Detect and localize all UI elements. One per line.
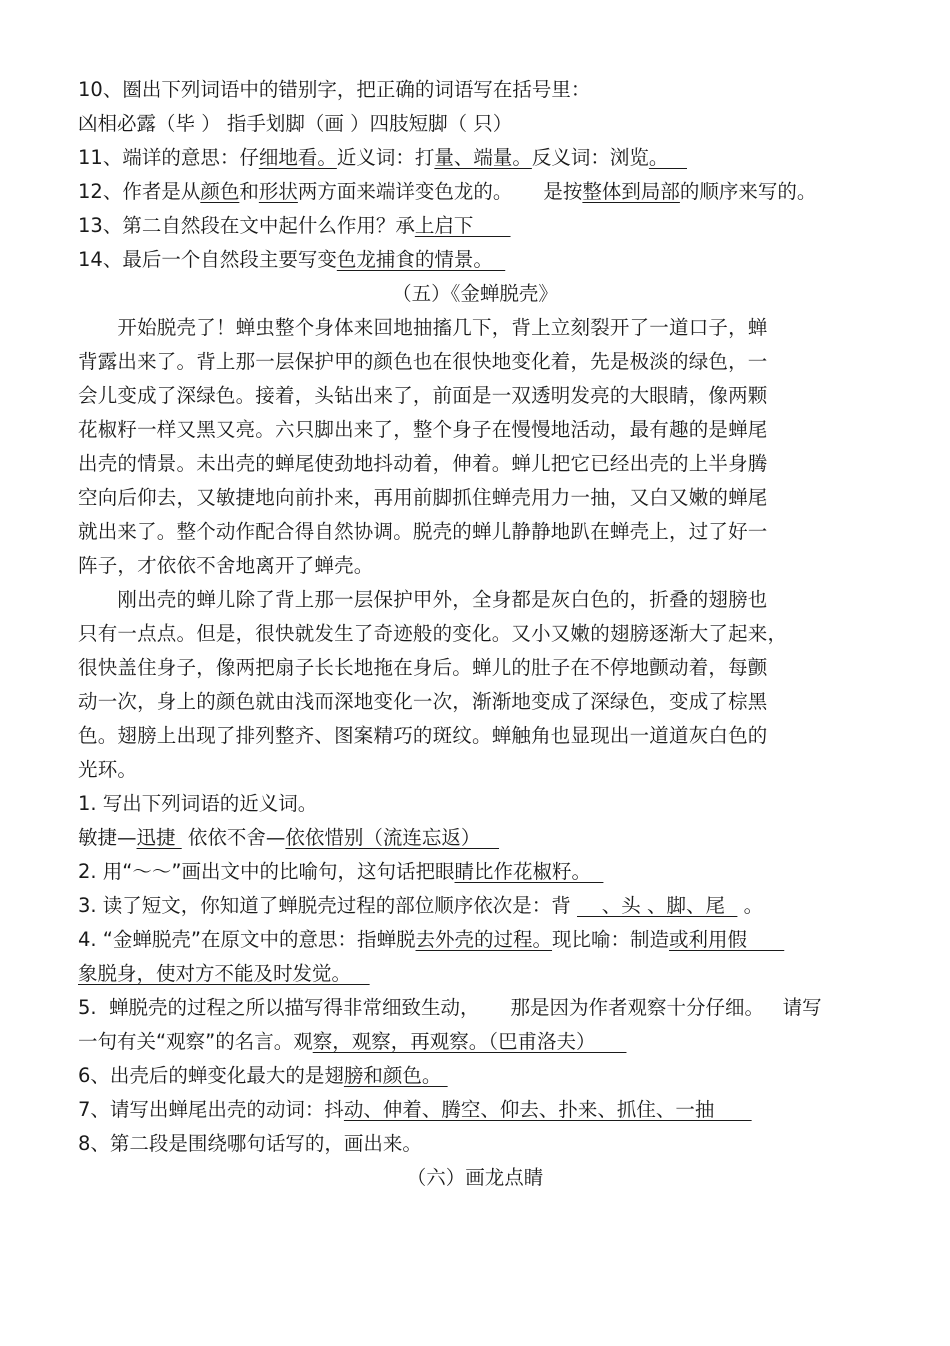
question-2: 2. 用“～～”画出文中的比喻句，这句话把眼睛比作花椒籽。 [78,860,604,883]
paragraph-2-line: 色。翅膀上出现了排列整齐、图案精巧的斑纹。蝉触角也显现出一道道灰白色的 [78,724,768,747]
paragraph-1-line: 花椒籽一样又黑又亮。六只脚出来了，整个身子在慢慢地活动，最有趣的是蝉尾 [78,418,768,441]
paragraph-1-line: 会儿变成了深绿色。接着，头钻出来了，前面是一双透明发亮的大眼睛，像两颗 [78,384,768,407]
paragraph-2-line: 光环。 [78,758,138,781]
answer-underline: 去外壳的过程。 [415,928,553,951]
question-10-words: 凶相必露（毕 ） 指手划脚（画 ）四肢短脚（ 只） [78,112,513,135]
paragraph-1-line: 出壳的情景。未出壳的蝉尾使劲地抖动着，伸着。蝉儿把它已经出壳的上半身腾 [78,452,768,475]
question-1: 1. 写出下列词语的近义词。 [78,792,318,815]
paragraph-2-line: 很快盖住身子，像两把扇子长长地拖在身后。蝉儿的肚子在不停地颤动着，每颤 [78,656,768,679]
answer-underline: 象脱身，使对方不能及时发觉。 [78,962,370,985]
paragraph-2-line: 动一次，身上的颜色就由浅而深地变化一次，渐渐地变成了深绿色，变成了棕黑 [78,690,768,713]
question-5-continued: 一句有关“观察”的名言。观察，观察，再观察。（巴甫洛夫） [78,1030,627,1053]
answer-underline: 颜色 [200,180,240,203]
paragraph-2-line: 刚出壳的蝉儿除了背上那一层保护甲外，全身都是灰白色的，折叠的翅膀也 [78,588,768,611]
question-1-answer: 敏捷—迅捷 依依不舍—依依惜别（流连忘返） [78,826,500,849]
paragraph-1-line: 阵子，才依依不舍地离开了蝉壳。 [78,554,374,577]
answer-underline: 形状 [258,180,298,203]
question-10: 10、圈出下列词语中的错别字，把正确的词语写在括号里： [78,78,591,101]
answer-underline: 察，观察，再观察。（巴甫洛夫） [312,1030,627,1053]
question-12: 12、作者是从颜色和形状两方面来端详变色龙的。 是按整体到局部的顺序来写的。 [78,180,817,203]
answer-underline: 、头 、脚、尾 [577,894,738,917]
paragraph-1-line: 开始脱壳了！蝉虫整个身体来回地抽搐几下，背上立刻裂开了一道口子，蝉 [78,316,768,339]
paragraph-1-line: 就出来了。整个动作配合得自然协调。脱壳的蝉儿静静地趴在蝉壳上，过了好一 [78,520,768,543]
answer-underline: 迅捷 [136,826,182,849]
answer-underline: 整体到局部 [582,180,680,203]
answer-underline: 上启下 [414,214,511,237]
answer-underline: 色龙捕食的情景。 [336,248,506,271]
question-5: 5. 蝉脱壳的过程之所以描写得非常细致生动， 那是因为作者观察十分仔细。 请写 [78,996,822,1019]
answer-underline: 。 [648,146,687,169]
question-14: 14、最后一个自然段主要写变色龙捕食的情景。 [78,248,506,271]
answer-underline: 睛比作花椒籽。 [454,860,604,883]
question-11: 11、端详的意思：仔细地看。近义词：打量、端量。反义词：浏览。 [78,146,687,169]
answer-underline: 或利用假 [669,928,785,951]
answer-underline: 细地看。 [258,146,337,169]
answer-underline: 动、伸着、腾空、仰去、扑来、抓住、一抽 [343,1098,752,1121]
answer-underline: 依依惜别（流连忘返） [285,826,500,849]
paragraph-1-line: 空向后仰去，又敏捷地向前扑来，再用前脚抓住蝉壳用力一抽，又白又嫩的蝉尾 [78,486,768,509]
answer-underline: 量、端量。 [434,146,532,169]
question-4-continued [78,957,370,991]
question-13: 13、第二自然段在文中起什么作用？承上启下 [78,214,511,237]
question-4: 4. “金蝉脱壳”在原文中的意思：指蝉脱去外壳的过程。现比喻：制造或利用假 [78,928,785,951]
answer-underline: 膀和颜色。 [343,1064,448,1087]
section-5-title: （五）《金蝉脱壳》 [392,282,558,305]
paragraph-1-line: 背露出来了。背上那一层保护甲的颜色也在很快地变化着，先是极淡的绿色，一 [78,350,768,373]
question-3: 3. 读了短文，你知道了蝉脱壳过程的部位顺序依次是：背 、头 、脚、尾 。 [78,894,764,917]
section-6-title: （六）画龙点睛 [406,1166,544,1189]
question-8: 8、第二段是围绕哪句话写的，画出来。 [78,1132,422,1155]
question-6: 6、出壳后的蝉变化最大的是翅膀和颜色。 [78,1064,448,1087]
paragraph-2-line: 只有一点点。但是，很快就发生了奇迹般的变化。又小又嫩的翅膀逐渐大了起来， [78,622,788,645]
question-7: 7、请写出蝉尾出壳的动词：抖动、伸着、腾空、仰去、扑来、抓住、一抽 [78,1098,752,1121]
